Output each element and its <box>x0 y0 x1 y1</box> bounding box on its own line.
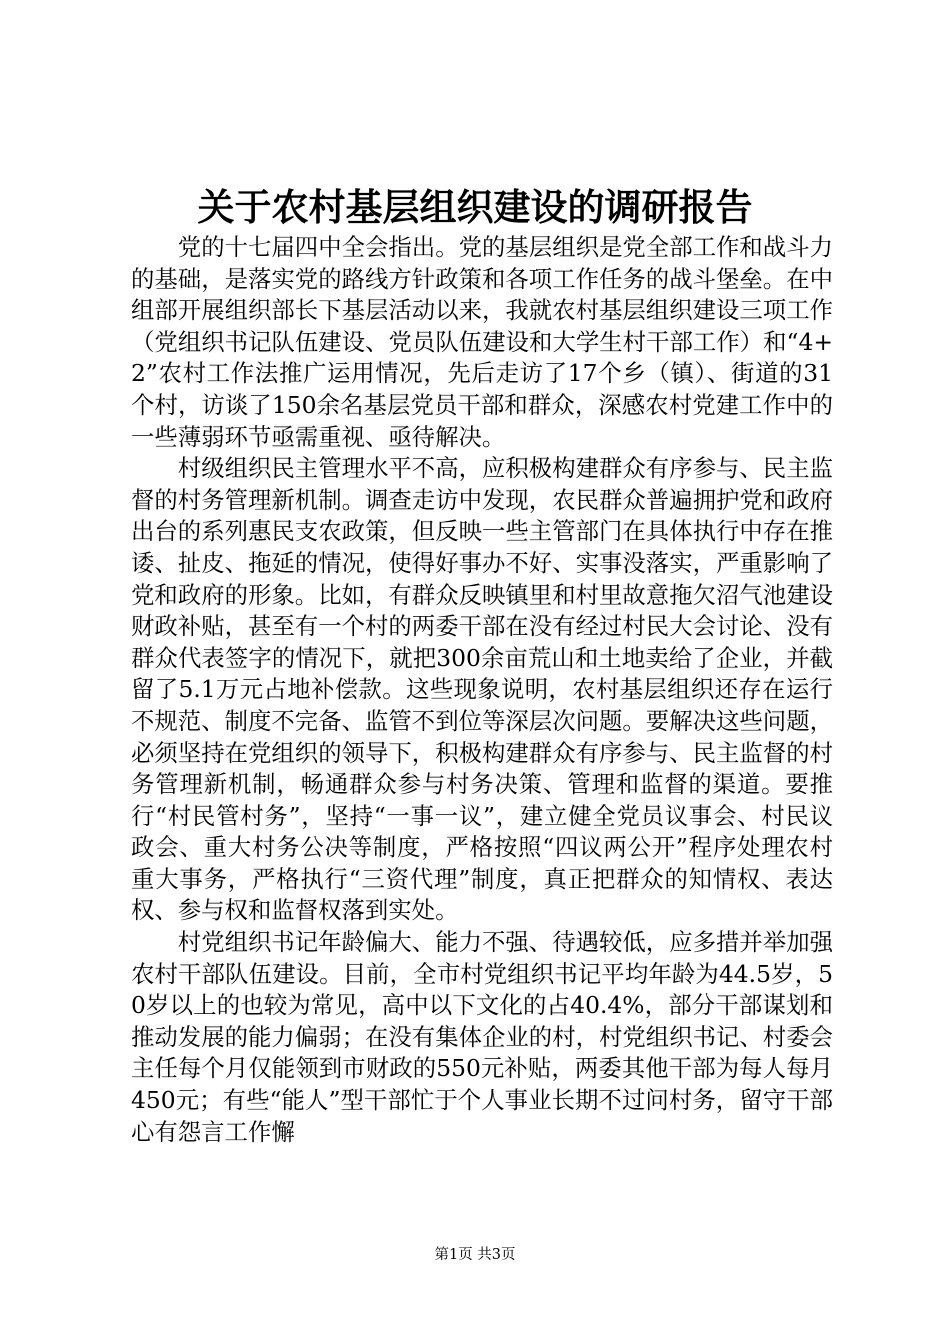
document-body <box>131 232 833 1148</box>
page-number-footer: 第1页 共3页 <box>434 1247 516 1263</box>
document-title: 关于农村基层组织建设的调研报告 <box>197 186 753 229</box>
paragraph-1: 党的十七届四中全会指出。党的基层组织是党全部工作和战斗力的基础，是落实党的路线方针政策和各项工作任务的战斗堡垒。在中组部开展组织部长下基层活动以来，我就农村基层组织建设三项工作（党组织书记队伍建设、党员队伍建设和大学生村干部工作）和“4+2”农村工作法推广运用情况，先后走访了17个乡（镇）、街道的31个村，访谈了150余名基层党员干部和群众，深感农村党建工作中的一些薄弱环节亟需重视、亟待解决。 <box>131 233 833 451</box>
paragraph-3: 村党组织书记年龄偏大、能力不强、待遇较低，应多措并举加强农村干部队伍建设。目前，全市村党组织书记平均年龄为44.5岁，50岁以上的也较为常见，高中以下文化的占40.4%，部分干部谋划和推动发展的能力偏弱；在没有集体企业的村，村党组织书记、村委会主任每个月仅能领到市财政的550元补贴，两委其他干部为每人每月450元；有些“能人”型干部忙于个人事业长期不过问村务，留守干部心有怨言工作懈 <box>131 928 833 1146</box>
paragraph-2: 村级组织民主管理水平不高，应积极构建群众有序参与、民主监督的村务管理新机制。调查走访中发现，农民群众普遍拥护党和政府出台的系列惠民支农政策，但反映一些主管部门在具体执行中存在推诿、扯皮、拖延的情况，使得好事办不好、实事没落实，严重影响了党和政府的形象。比如，有群众反映镇里和村里故意拖欠沼气池建设财政补贴，甚至有一个村的两委干部在没有经过村民大会讨论、没有群众代表签字的情况下，就把300余亩荒山和土地卖给了企业，并截留了5.1万元占地补偿款。这些现象说明，农村基层组织还存在运行不规范、制度不完备、监管不到位等深层次问题。要解决这些问题，必须坚持在党组织的领导下，积极构建群众有序参与、民主监督的村务管理新机制，畅通群众参与村务决策、管理和监督的渠道。要推行“村民管村务”，坚持“一事一议”，建立健全党员议事会、村民议政会、重大村务公决等制度，严格按照“四议两公开”程序处理农村重大事务，严格执行“三资代理”制度，真正把群众的知情权、表达权、参与权和监督权落到实处。 <box>131 454 833 925</box>
